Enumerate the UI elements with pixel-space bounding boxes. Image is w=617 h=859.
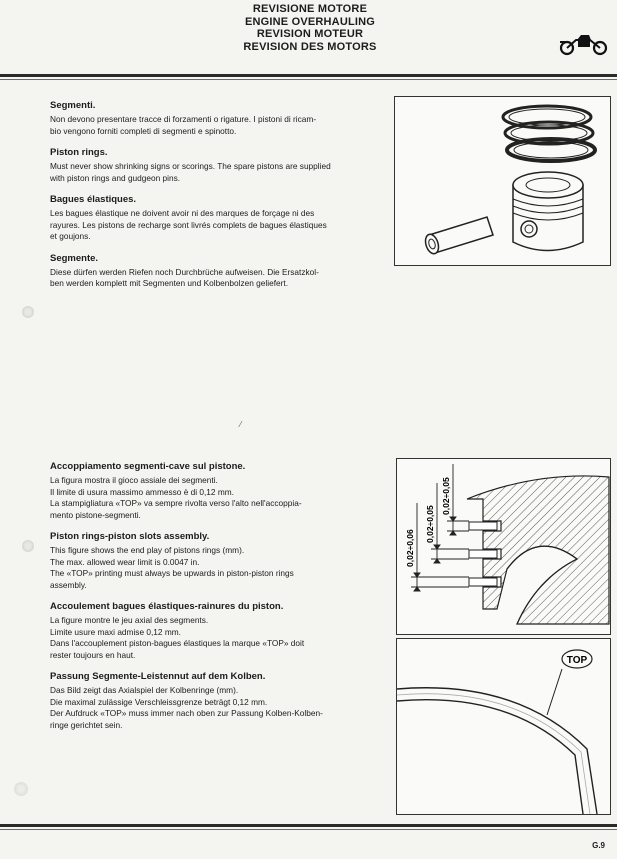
- block-en: [50, 147, 382, 184]
- section-body: This figure shows the end play of pistons rings (mm). The max. allowed wear limit is 0.0047 in. The «TOP» printing must always be upwards in piston-piston rings assembly.: [50, 545, 294, 590]
- section-piston-rings: [50, 100, 382, 290]
- section-title: Segmente.: [50, 252, 99, 264]
- piston-rings-illustration: [395, 97, 610, 265]
- figure-ring-clearance: [396, 458, 611, 635]
- footer-rule: [0, 824, 617, 827]
- header-title-it: REVISIONE MOTORE: [252, 3, 368, 15]
- section-title: Accoppiamento segmenti-cave sul pistone.: [50, 461, 246, 472]
- section-title: Accoulement bagues élastiques-rainures du piston.: [50, 601, 284, 612]
- figure-piston-rings: [394, 96, 611, 266]
- section-title: Passung Segmente-Leistennut auf dem Kolben.: [50, 671, 266, 682]
- block-it: [50, 461, 382, 521]
- stray-mark: ⁄: [240, 420, 242, 429]
- binder-hole: [22, 306, 34, 318]
- section-title: Segmenti.: [50, 100, 96, 111]
- block-de: [50, 671, 382, 731]
- header-rule-thin: [0, 79, 617, 80]
- page-header: [200, 3, 420, 53]
- section-body: La figure montre le jeu axial des segments. Limite usure maxi admise 0,12 mm. Dans l'accouplement piston-bagues élastiques la marque «TOP» doit rester toujours en haut.: [50, 615, 305, 660]
- section-title: Piston rings.: [50, 147, 108, 158]
- binder-hole: [22, 540, 34, 552]
- figure-top-marking: [396, 638, 611, 815]
- header-title-en: ENGINE OVERHAULING: [244, 15, 376, 28]
- motorcycle-icon: [556, 32, 612, 56]
- section-title: Bagues élastiques.: [50, 194, 137, 205]
- section-title: Piston rings-piston slots assembly.: [50, 531, 210, 542]
- section-body: Diese dürfen werden Riefen noch Durchbrüche aufweisen. Die Ersatzkol- ben werden komplett mit Segmenten und Kolbenbolzen geliefert.: [50, 266, 319, 288]
- block-en: [50, 531, 382, 591]
- section-body: Non devono presentare tracce di forzamenti o rigature. I pistoni di ricam- bio vengono forniti completi di segmenti e spinotto.: [50, 114, 317, 136]
- section-body: Das Bild zeigt das Axialspiel der Kolbenringe (mm). Die maximal zulässige Verschleissgrenze beträgt 0,12 mm. Der Aufdruck «TOP» muss immer nach oben zur Passung Kolben-Kolben- ringe gerichtet sein.: [50, 685, 323, 730]
- block-fr: [50, 601, 382, 661]
- top-label: TOP: [566, 655, 588, 666]
- block-it: [50, 100, 382, 137]
- ring-clearance-diagram: [397, 459, 610, 634]
- section-body: Must never show shrinking signs or scorings. The spare pistons are supplied with piston rings and gudgeon pins.: [50, 161, 331, 183]
- header-rule: [0, 74, 617, 77]
- header-title-de: REVISION DES MOTORS: [243, 40, 377, 53]
- footer-rule-thin: [0, 829, 617, 830]
- section-body: La figura mostra il gioco assiale dei segmenti. Il limite di usura massimo ammesso è di 0,12 mm. La stampigliatura «TOP» va sempre rivolta verso l'alto nell'accoppia- mento pistone-segmenti.: [50, 475, 302, 520]
- section-body: Les bagues élastique ne doivent avoir ni des marques de forçage ni des rayures. Les pistons de recharge sont livrés complets de bagues élastiques et goujons.: [50, 208, 327, 241]
- top-marking-diagram: [397, 639, 610, 814]
- page-number: G.9: [592, 841, 605, 850]
- header-title-fr: REVISION MOTEUR: [256, 28, 364, 40]
- clearance-label: 0,02÷0,05: [441, 477, 451, 515]
- block-de: [50, 253, 382, 290]
- binder-hole: [14, 782, 28, 796]
- block-fr: [50, 194, 382, 243]
- clearance-label: 0,02÷0,06: [405, 529, 415, 567]
- clearance-label: 0,02÷0,05: [425, 505, 435, 543]
- section-ring-slots: [50, 461, 382, 731]
